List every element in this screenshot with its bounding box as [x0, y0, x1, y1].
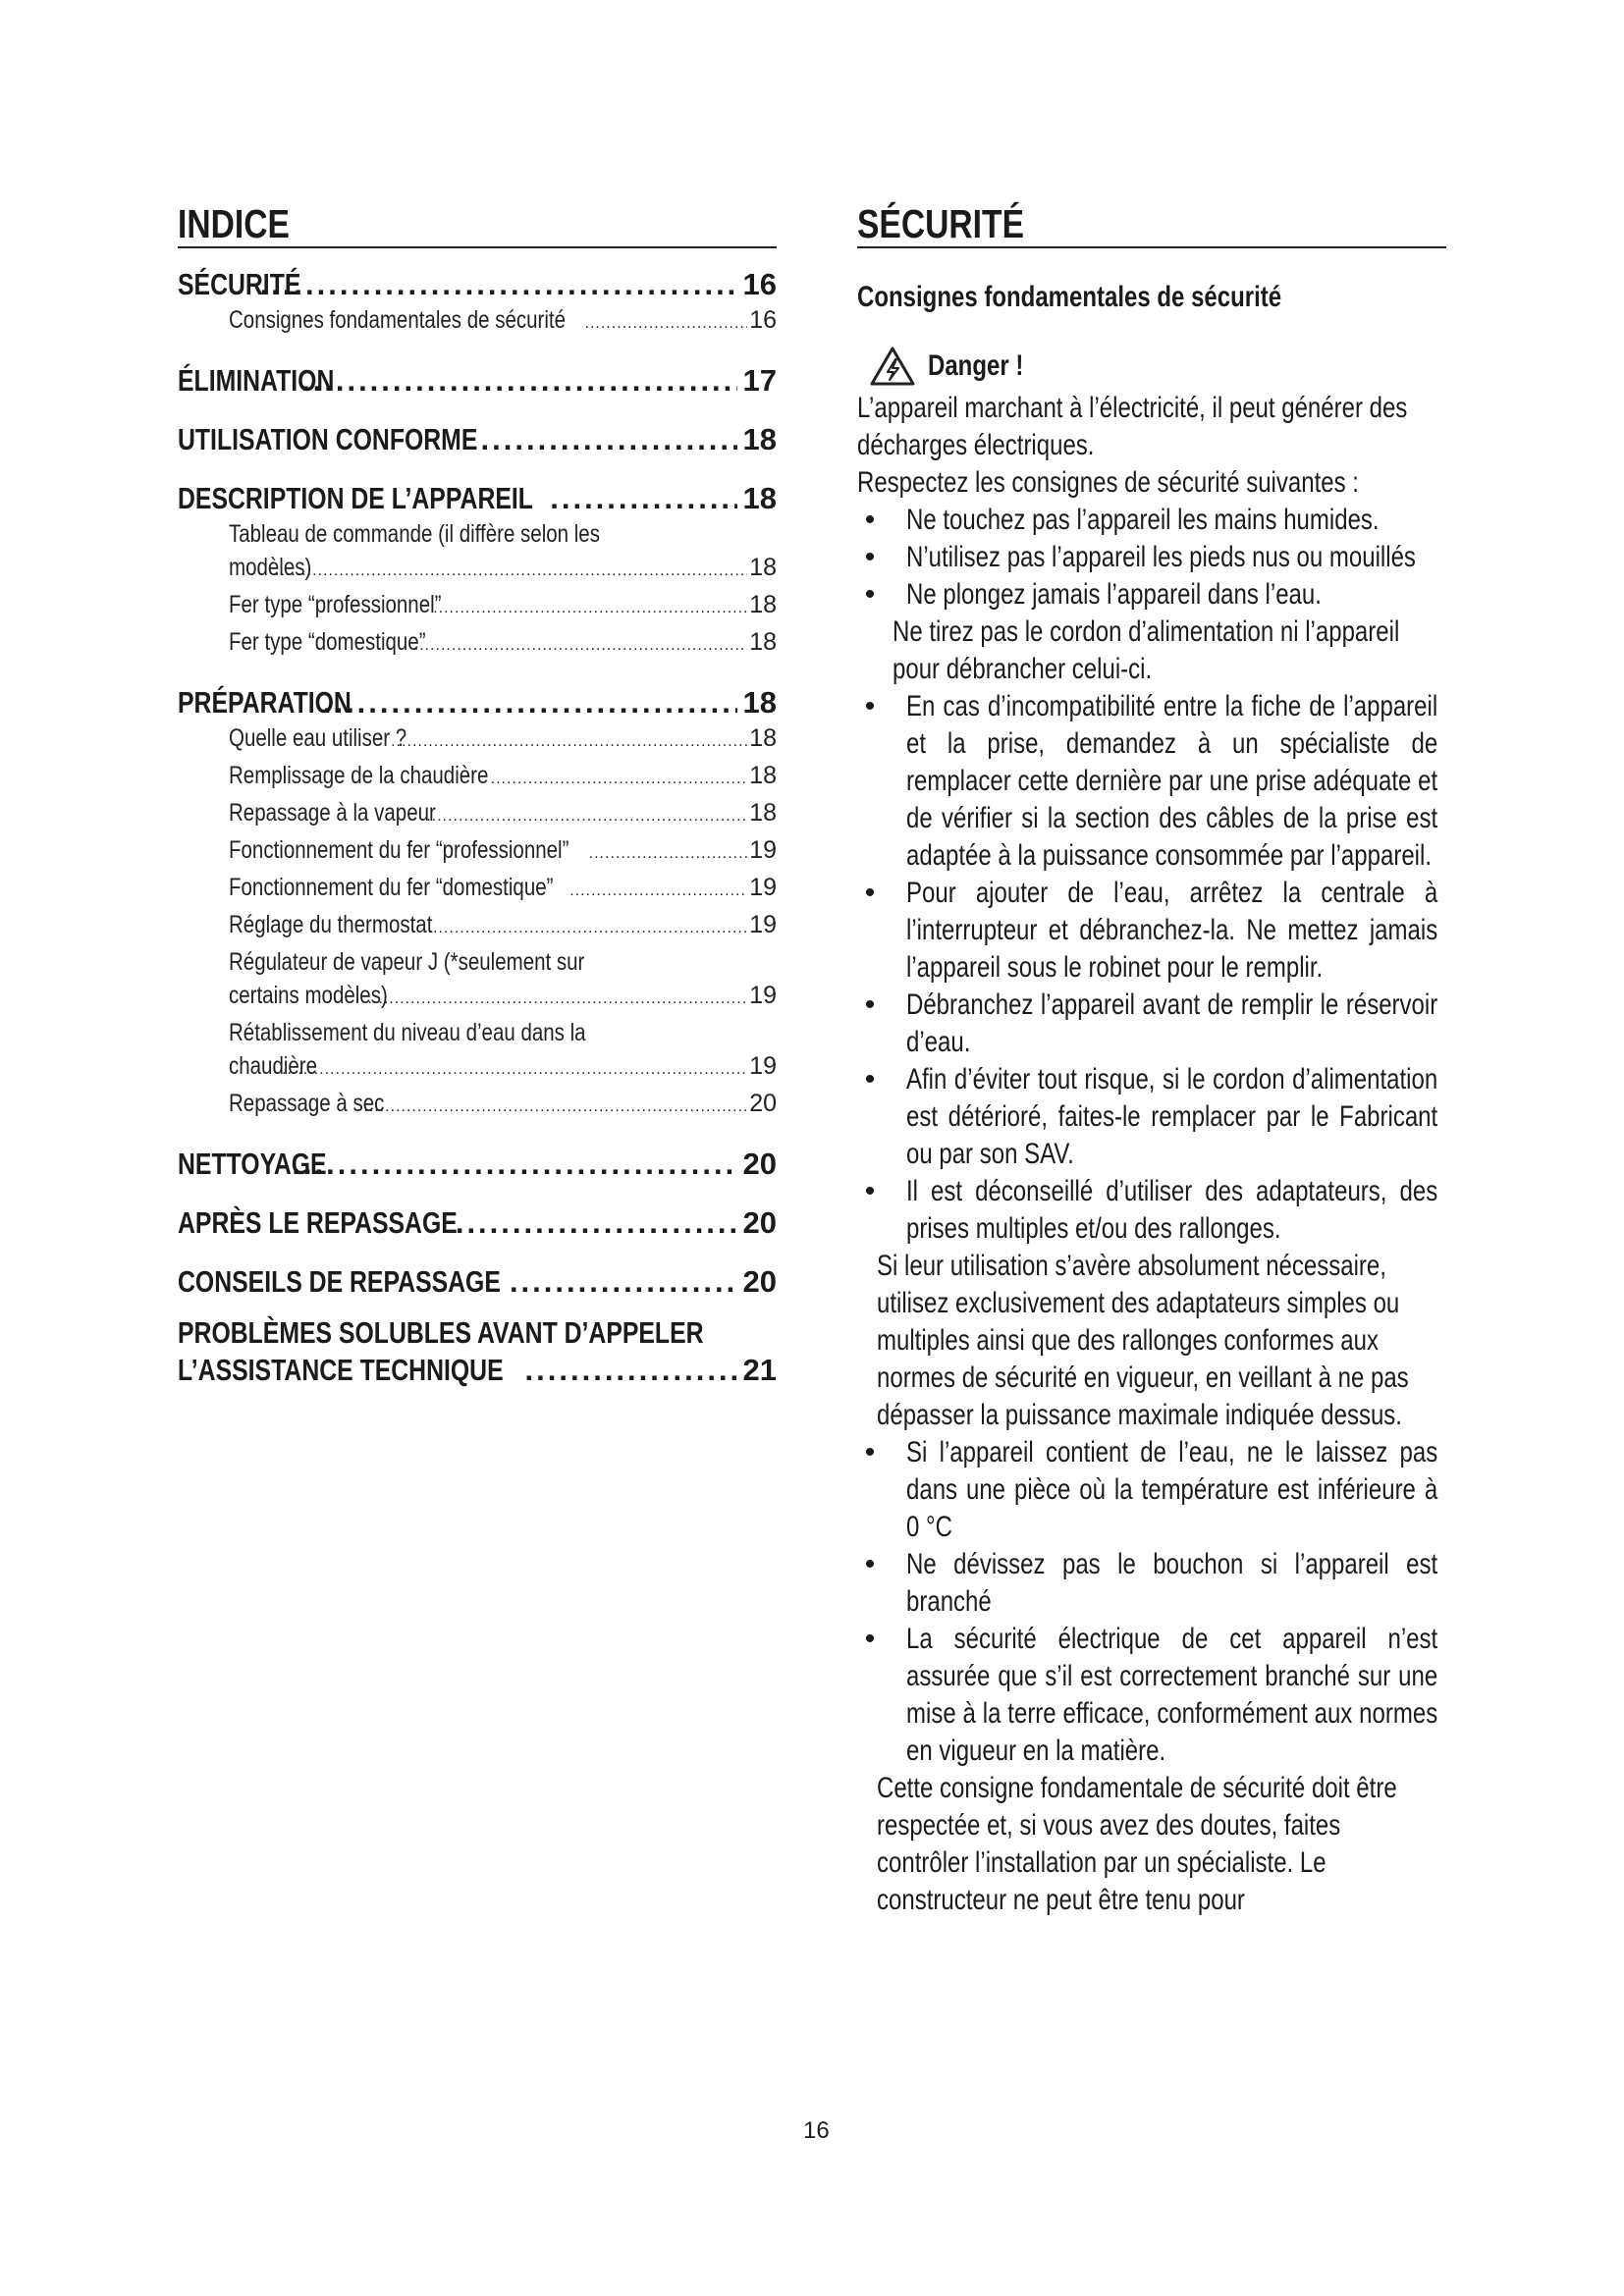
toc-entry-last[interactable]: PROBLÈMES SOLUBLES AVANT D’APPELER L’ASSISTANCE TECHNIQUE ..... 21: [178, 1314, 777, 1389]
danger-row: [857, 343, 1446, 390]
toc-entry[interactable]: ÉLIMINATION ..... 17: [178, 362, 777, 400]
toc-title: INDICE: [178, 201, 777, 248]
safety-bullet-item: • Ne touchez pas l’appareil les mains humides.: [857, 502, 1446, 539]
toc-subentry[interactable]: Fer type “professionnel” ..... 18: [229, 588, 777, 625]
securite-title: SÉCURITÉ: [857, 201, 1446, 248]
toc-entry[interactable]: PRÉPARATION ..... 18: [178, 684, 777, 721]
safety-bullet-item: • Si l’appareil contient de l’eau, ne le laissez pas dans une pièce où la température est inférieure à 0 °C: [857, 1434, 1446, 1546]
bullet-icon: •: [864, 1063, 876, 1095]
safety-bullet-item: • Ne dévissez pas le bouchon si l’appareil est branché: [857, 1546, 1446, 1621]
toc-subentry[interactable]: Remplissage de la chaudière ..... 18: [229, 759, 777, 796]
toc-entry[interactable]: UTILISATION CONFORME ..... 18: [178, 421, 777, 458]
safety-bullet-item: • Pour ajouter de l’eau, arrêtez la centrale à l’interrupteur et débranchez-la. Ne mettez jamais l’appareil sous le robinet pour le remplir.: [857, 875, 1446, 987]
safety-bullet-item: • Il est déconseillé d’utiliser des adaptateurs, des prises multiples et/ou des rallonges.: [857, 1173, 1446, 1248]
toc-entry[interactable]: CONSEILS DE REPASSAGE ..... 20: [178, 1263, 777, 1301]
safety-bullet-item: • Ne plongez jamais l’appareil dans l’eau.: [857, 576, 1446, 614]
bullet-icon: •: [864, 541, 876, 573]
bullet-icon: •: [864, 877, 876, 909]
safety-note-1: Ne tirez pas le cordon d’alimentation ni l’appareil pour débrancher celui-ci.: [893, 615, 1400, 685]
securite-subheading: Consignes fondamentales de sécurité: [857, 281, 1282, 313]
toc-subentry[interactable]: Rétablissement du niveau d’eau dans la chaudière ..... 19: [229, 1016, 777, 1087]
bullet-icon: •: [864, 1436, 876, 1468]
toc-entry[interactable]: APRÈS LE REPASSAGE ..... 20: [178, 1204, 777, 1242]
safety-bullet-item: • Afin d’éviter tout risque, si le cordon d’alimentation est détérioré, faites-le remplacer par le Fabricant ou par son SAV.: [857, 1061, 1446, 1173]
toc-list: [178, 266, 777, 1301]
toc-subentry[interactable]: Repassage à la vapeur ..... 18: [229, 796, 777, 833]
toc-subentry[interactable]: Tableau de commande (il diffère selon les modèles) ..... 18: [229, 517, 777, 588]
safety-note-2: Si leur utilisation s’avère absolument nécessaire, utilisez exclusivement des adaptateurs simples ou multiples ainsi que des rallonges conformes aux normes de sécurité en vigueur, en veillant à ne pas dépasser la puissance maximale indiquée dessus.: [877, 1250, 1409, 1431]
intro-text: L’appareil marchant à l’électricité, il peut générer des décharges électriques. Respectez les consignes de sécurité suivantes :: [857, 392, 1408, 499]
toc-entry[interactable]: SÉCURITÉ ..... 16: [178, 266, 777, 303]
bullet-icon: •: [864, 1175, 876, 1207]
toc-entry[interactable]: DESCRIPTION DE L’APPAREIL ..... 18: [178, 480, 777, 517]
safety-bullet-item: • N’utilisez pas l’appareil les pieds nus ou mouillés: [857, 539, 1446, 576]
safety-list-b: [857, 688, 1446, 1248]
bullet-icon: •: [864, 1623, 876, 1655]
securite-column: [857, 201, 1446, 1919]
electric-warning-triangle-icon: [869, 346, 916, 387]
toc-subentry[interactable]: Fer type “domestique” ..... 18: [229, 625, 777, 663]
toc-column: [178, 201, 777, 1389]
safety-note-3: Cette consigne fondamentale de sécurité doit être respectée et, si vous avez des doutes, faites contrôler l’installation par un spécialiste. Le constructeur ne peut être tenu pour: [877, 1772, 1397, 1916]
safety-list-a: [857, 502, 1446, 614]
safety-bullet-item: • Débranchez l’appareil avant de remplir le réservoir d’eau.: [857, 987, 1446, 1061]
toc-subentry[interactable]: Fonctionnement du fer “domestique” ..... 19: [229, 871, 777, 908]
bullet-icon: •: [864, 690, 876, 722]
bullet-icon: •: [864, 988, 876, 1021]
toc-entry[interactable]: NETTOYAGE ..... 20: [178, 1146, 777, 1183]
danger-label: Danger !: [928, 349, 1024, 382]
safety-list-c: [857, 1434, 1446, 1770]
page-number: 16: [803, 2117, 830, 2144]
bullet-icon: •: [864, 578, 876, 611]
safety-bullet-item: • La sécurité électrique de cet appareil n’est assurée que s’il est correctement branché sur une mise à la terre efficace, conformément aux normes en vigueur en la matière.: [857, 1621, 1446, 1770]
safety-bullet-item: • En cas d’incompatibilité entre la fiche de l’appareil et la prise, demandez à un spécialiste de remplacer cette dernière par une prise adéquate et de vérifier si la section des câbles de la prise est adaptée à la puissance consommée par l’appareil.: [857, 688, 1446, 875]
toc-subentry[interactable]: Consignes fondamentales de sécurité ..... 16: [229, 303, 777, 341]
toc-subentry[interactable]: Quelle eau utiliser ? ..... 18: [229, 721, 777, 759]
toc-subentry[interactable]: Réglage du thermostat ..... 19: [229, 908, 777, 945]
toc-subentry[interactable]: Fonctionnement du fer “professionnel” ..... 19: [229, 833, 777, 871]
toc-subentry[interactable]: Régulateur de vapeur J (*seulement sur certains modèles) ..... 19: [229, 945, 777, 1016]
bullet-icon: •: [864, 504, 876, 536]
toc-subentry[interactable]: Repassage à sec ..... 20: [229, 1087, 777, 1124]
bullet-icon: •: [864, 1548, 876, 1580]
